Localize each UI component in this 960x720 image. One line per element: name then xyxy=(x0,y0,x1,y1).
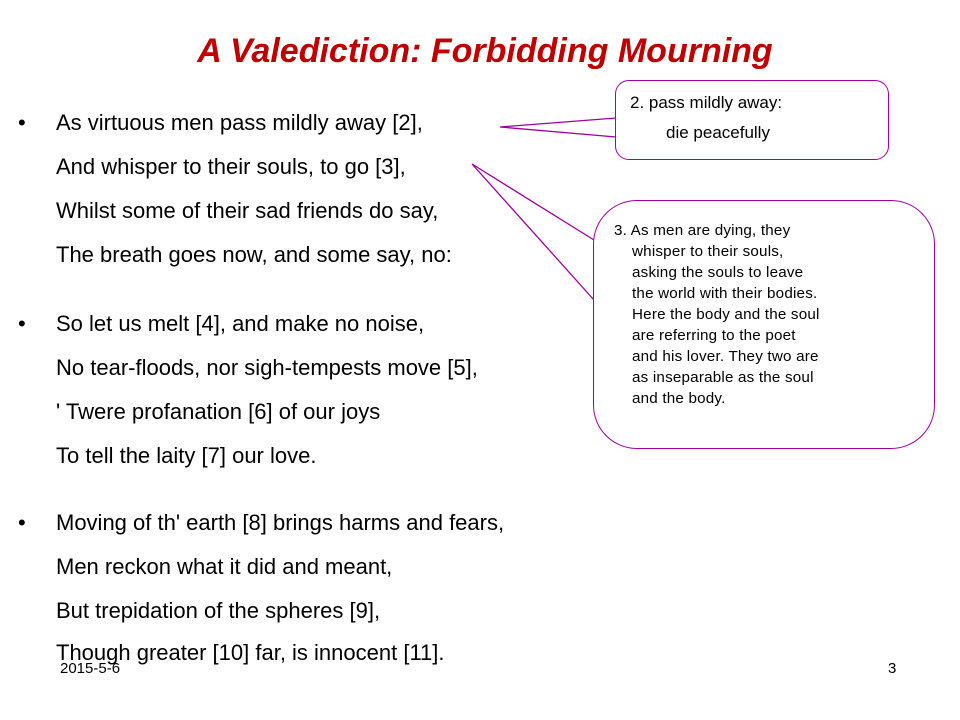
callout-line: whisper to their souls, xyxy=(632,243,784,260)
poem-line: Though greater [10] far, is innocent [11]. xyxy=(56,640,445,665)
callout-line: as inseparable as the soul xyxy=(632,369,814,386)
callout-1-pointer xyxy=(500,118,616,137)
callout-line: 2. pass mildly away: xyxy=(630,93,783,112)
callout-line: the world with their bodies. xyxy=(632,285,818,302)
callout-line: are referring to the poet xyxy=(632,327,796,344)
poem-line: So let us melt [4], and make no noise, xyxy=(56,311,425,336)
callout-line: Here the body and the soul xyxy=(632,306,820,323)
callout-line: and the body. xyxy=(632,390,726,407)
slide-title: A Valediction: Forbidding Mourning xyxy=(197,32,773,70)
callout-line: asking the souls to leave xyxy=(632,264,804,281)
callout-2-pointer xyxy=(472,164,594,300)
bullet-icon: • xyxy=(18,110,26,135)
callout-line: die peacefully xyxy=(666,123,770,142)
callout-note-3 xyxy=(593,200,935,449)
poem-line: The breath goes now, and some say, no: xyxy=(56,242,452,267)
callout-note-2 xyxy=(615,80,889,160)
callout-line: 3. As men are dying, they xyxy=(614,222,791,239)
poem-line: But trepidation of the spheres [9], xyxy=(56,598,381,623)
page-number: 3 xyxy=(888,660,897,677)
poem-line: Men reckon what it did and meant, xyxy=(56,554,393,579)
bullet-icon: • xyxy=(18,510,26,535)
poem-line: No tear-floods, nor sigh-tempests move [5], xyxy=(56,355,478,380)
poem-line: And whisper to their souls, to go [3], xyxy=(56,154,406,179)
poem-line: Whilst some of their sad friends do say, xyxy=(56,198,439,223)
bullet-icon: • xyxy=(18,311,26,336)
footer-date: 2015-5-6 xyxy=(60,660,121,677)
poem-line: ' Twere profanation [6] of our joys xyxy=(56,399,381,424)
poem-line: As virtuous men pass mildly away [2], xyxy=(56,110,423,135)
poem-line: Moving of th' earth [8] brings harms and fears, xyxy=(56,510,505,535)
poem-line: To tell the laity [7] our love. xyxy=(56,443,317,468)
callout-line: and his lover. They two are xyxy=(632,348,819,365)
